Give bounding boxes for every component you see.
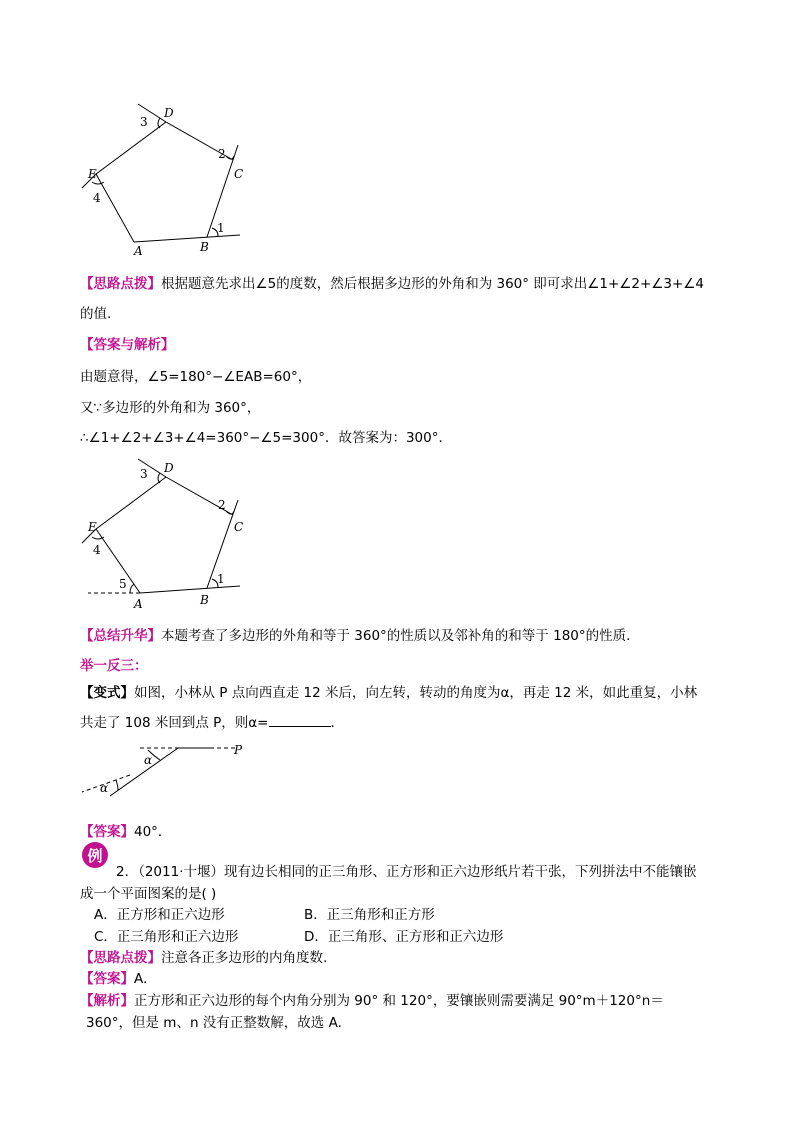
answer-line-1: 由题意得，∠5=180°−∠EAB=60°， xyxy=(80,369,312,385)
variant-tag: 【变式】 xyxy=(80,685,134,701)
practice-heading: 举一反三： xyxy=(80,658,148,674)
answer-line-3: ∴∠1+∠2+∠3+∠4=360°−∠5=300°．故答案为：300°． xyxy=(80,430,452,446)
vertex-label-C: C xyxy=(234,167,244,181)
example-hint-tag: 【思路点拨】 xyxy=(80,950,161,966)
hint-line-1 xyxy=(80,272,704,292)
vertex-label-A: A xyxy=(134,597,143,611)
angle-label-2: 2 xyxy=(218,147,226,161)
answer-section-tag: 【答案与解析】 xyxy=(80,337,175,353)
summary-text: 本题考查了多边形的外角和等于 360°的性质以及邻补角的和等于 180°的性质. xyxy=(161,628,631,644)
example-answer-line xyxy=(80,967,147,987)
example-analysis-tag: 【解析】 xyxy=(80,993,134,1009)
answer-line-2: 又∵多边形的外角和为 360°， xyxy=(80,400,261,416)
angle-label-1: 1 xyxy=(217,221,225,235)
variant-period: . xyxy=(330,715,335,731)
example-line-2: 成一个平面图案的是( ) xyxy=(80,886,217,902)
vertex-label-D: D xyxy=(164,461,174,475)
hint-text: 根据题意先求出∠5的度数，然后根据多边形的外角和为 360° 即可求出∠1+∠2+∠3+∠4 xyxy=(161,276,704,292)
example-analysis-text: 正方形和正六边形的每个内角分别为 90° 和 120°，要镶嵌则需要满足 90°m＋120°n＝ xyxy=(134,993,664,1009)
example-analysis-line-2: 360°，但是 m、n 没有正整数解，故选 A. xyxy=(86,1015,342,1031)
angle-label-1: 1 xyxy=(217,572,225,586)
option-B: B．正三角形和正方形 xyxy=(304,907,435,923)
hint-line-2: 的值. xyxy=(80,306,112,322)
angle-label-5: 5 xyxy=(119,577,127,591)
pentagon-figure-2 xyxy=(78,455,258,615)
angle-label-4: 4 xyxy=(93,191,101,205)
summary-line xyxy=(80,624,630,644)
variant-text-2: 共走了 108 米回到点 P，则α= xyxy=(80,715,269,731)
angle-label-2: 2 xyxy=(218,498,226,512)
vertex-label-E: E xyxy=(88,520,97,534)
point-label-P: P xyxy=(234,743,243,757)
example-hint-text: 注意各正多边形的内角度数. xyxy=(161,950,328,966)
variant-text: 如图，小林从 P 点向西直走 12 米后，向左转，转动的角度为α，再走 12 米，如此重复，小林 xyxy=(134,685,698,701)
angle-label-3: 3 xyxy=(140,115,148,129)
variant-line-2 xyxy=(80,711,335,731)
vertex-label-D: D xyxy=(164,106,174,120)
answer-blank[interactable] xyxy=(269,713,331,727)
vertex-label-A: A xyxy=(134,244,143,258)
variant-answer-text: 40°． xyxy=(134,824,172,840)
path-figure xyxy=(80,740,260,810)
variant-line-1 xyxy=(80,681,697,701)
example-hint-line xyxy=(80,946,327,966)
option-C: C．正三角形和正六边形 xyxy=(94,929,239,945)
option-A: A．正方形和正六边形 xyxy=(94,907,225,923)
variant-answer-line xyxy=(80,820,171,840)
example-line-1: 2．（2011·十堰）现有边长相同的正三角形、正方形和正六边形纸片若干张，下列拼法中不能镶嵌 xyxy=(116,864,697,880)
vertex-label-C: C xyxy=(234,520,244,534)
angle-label-4: 4 xyxy=(93,543,101,557)
option-D: D．正三角形、正方形和正六边形 xyxy=(304,929,504,945)
example-badge: 例 xyxy=(82,842,108,868)
hint-tag: 【思路点拨】 xyxy=(80,276,161,292)
angle-alpha-2: α xyxy=(100,781,109,795)
angle-alpha-1: α xyxy=(144,753,153,767)
example-answer-tag: 【答案】 xyxy=(80,971,134,987)
vertex-label-B: B xyxy=(200,240,209,254)
angle-label-3: 3 xyxy=(140,467,148,481)
vertex-label-B: B xyxy=(200,593,209,607)
variant-answer-tag: 【答案】 xyxy=(80,824,134,840)
example-answer-text: A. xyxy=(134,971,148,987)
summary-tag: 【总结升华】 xyxy=(80,628,161,644)
example-analysis-line-1 xyxy=(80,989,664,1009)
pentagon-figure-1 xyxy=(78,100,258,260)
vertex-label-E: E xyxy=(88,167,97,181)
